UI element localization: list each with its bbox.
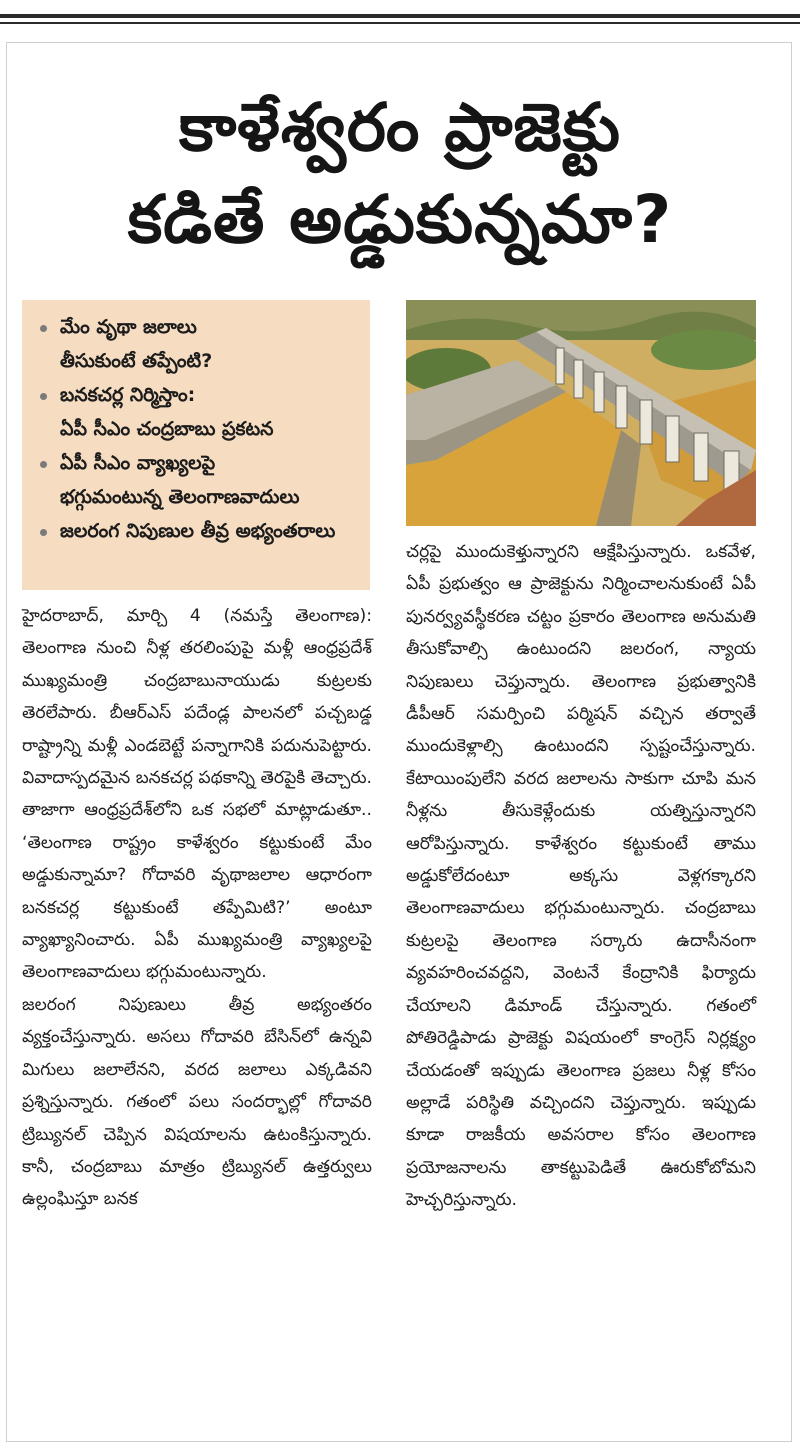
highlight-line: ఏపీ సీఎం చంద్రబాబు ప్రకటన [60, 418, 274, 440]
highlight-line: జలరంగ నిపుణుల తీవ్ర అభ్యంతరాలు [60, 520, 336, 542]
article-column-left [22, 600, 372, 1216]
barrage-photo [406, 300, 756, 526]
article-paragraph [22, 989, 372, 1216]
highlight-item [30, 378, 362, 446]
bullet-icon [40, 393, 47, 400]
highlight-item [30, 446, 362, 514]
article-paragraph [22, 600, 372, 989]
highlight-line: బనకచర్ల నిర్మిస్తాం: [60, 384, 196, 406]
top-rule-thin [0, 22, 800, 24]
headline-line-2: కడితే అడ్డుకున్నమా? [127, 181, 673, 258]
bullet-icon [40, 325, 47, 332]
dateline: హైదరాబాద్, మార్చి 4 (నమస్తే తెలంగాణ): [22, 606, 372, 626]
highlight-line: మేం వృథా జలాలు [60, 316, 197, 338]
article-text: చర్లపై ముందుకెళ్తున్నారని ఆక్షేపిస్తున్నారు. ఒకవేళ, ఏపీ ప్రభుత్వం ఆ ప్రాజెక్టును నిర్మించాలనుకుంటే ఏపీ పునర్వ్యవస్థీకరణ చట్టం ప్రకారం తెలంగాణ అనుమతి తీసుకోవాల్సి ఉంటుందని జలరంగ, న్యాయ నిపుణులు చెప్తున్నారు. తెలంగాణ ప్రభుత్వానికి డీపీఆర్ సమర్పించి పర్మిషన్ వచ్చిన తర్వాతే ముందుకెళ్లాల్సి ఉంటుందని స్పష్టంచేస్తున్నారు. కేటాయింపులేని వరద జలాలను సాకుగా చూపి మన నీళ్లను తీసుకెళ్లేందుకు యత్నిస్తున్నారని ఆరోపిస్తున్నారు. కాళేశ్వరం కట్టుకుంటే తాము అడ్డుకోలేదంటూ అక్కసు వెళ్లగక్కారని తెలంగాణవాదులు భగ్గుమంటున్నారు. చంద్రబాబు కుట్రలపై తెలంగాణ సర్కారు ఉదాసీనంగా వ్యవహరించవద్దని, వెంటనే కేంద్రానికి ఫిర్యాదు చేయాలని డిమాండ్ చేస్తున్నారు. గతంలో పోతిరెడ్డిపాడు ప్రాజెక్టు విషయంలో కాంగ్రెస్ నిర్లక్ష్యం చేయడంతో ఇప్పుడు తెలంగాణ ప్రజలు నీళ్ల కోసం అల్లాడే పరిస్థితి వచ్చిందని చెప్తున్నారు. ఇప్పుడు కూడా రాజకీయ అవసరాల కోసం తెలంగాణ ప్రయోజనాలను తాకట్టుపెడితే ఊరుకోబోమని హెచ్చరిస్తున్నారు. [406, 542, 756, 1211]
highlight-line: భగ్గుమంటున్న తెలంగాణవాదులు [60, 486, 300, 508]
article-paragraph [406, 536, 756, 1217]
headline-line-1: కాళేశ్వరం ప్రాజెక్టు [179, 89, 621, 166]
article-column-right [406, 536, 756, 1217]
bullet-icon [40, 461, 47, 468]
article-text: తెలంగాణ నుంచి నీళ్ల తరలింపుపై మళ్లీ ఆంధ్రప్రదేశ్ ముఖ్యమంత్రి చంద్రబాబునాయుడు కుట్రలకు తెరలేపారు. బీఆర్ఎస్ పదేండ్ల పాలనలో పచ్చబడ్డ రాష్ట్రాన్ని మళ్లీ ఎండబెట్టే పన్నాగానికి పదునుపెట్టారు. వివాదాస్పదమైన బనకచర్ల పథకాన్ని తెరపైకి తెచ్చారు. తాజాగా ఆంధ్రప్రదేశ్‌లోని ఒక సభలో మాట్లాడుతూ.. ‘తెలంగాణ రాష్ట్రం కాళేశ్వరం కట్టుకుంటే మేం అడ్డుకున్నామా? గోదావరి వృథాజలాల ఆధారంగా బనకచర్ల కట్టుకుంటే తప్పేమిటి?’ అంటూ వ్యాఖ్యానించారు. ఏపీ ముఖ్యమంత్రి వ్యాఖ్యలపై తెలంగాణవాదులు భగ్గుమంటున్నారు. [22, 638, 372, 983]
article-text: జలరంగ నిపుణులు తీవ్ర అభ్యంతరం వ్యక్తంచేస్తున్నారు. అసలు గోదావరి బేసిన్‌లో ఉన్నవి మిగులు జలాలేనని, వరద జలాలు ఎక్కడివని ప్రశ్నిస్తున్నారు. గతంలో పలు సందర్భాల్లో గోదావరి ట్రిబ్యునల్ చెప్పిన విషయాలను ఉటంకిస్తున్నారు. కానీ, చంద్రబాబు మాత్రం ట్రిబ్యునల్ ఉత్తర్వులు ఉల్లంఘిస్తూ బనక [22, 994, 372, 1210]
highlight-item [30, 310, 362, 378]
highlight-item [30, 514, 362, 548]
highlights-box [22, 300, 370, 590]
highlight-line: తీసుకుంటే తప్పేంటి? [60, 350, 213, 372]
top-rule-thick [0, 14, 800, 18]
barrage-illustration [406, 300, 756, 526]
headline [0, 82, 800, 266]
highlight-line: ఏపీ సీఎం వ్యాఖ్యలపై [60, 452, 216, 474]
bullet-icon [40, 529, 47, 536]
